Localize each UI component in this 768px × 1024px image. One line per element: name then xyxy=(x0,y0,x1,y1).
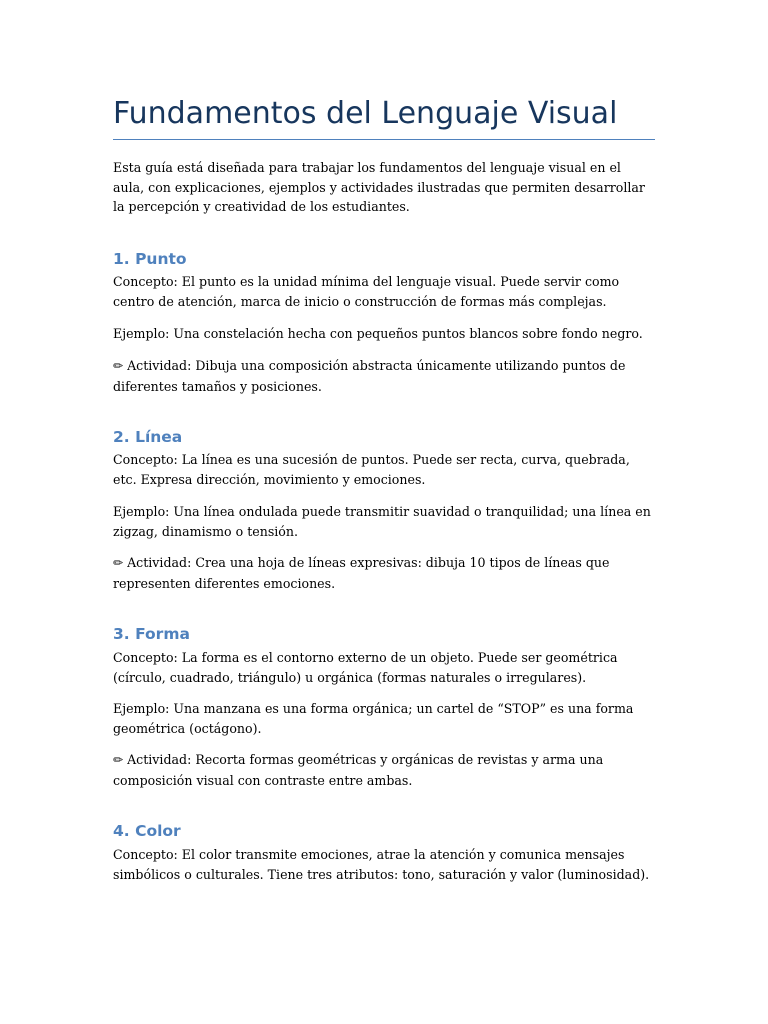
pencil-icon: ✏ xyxy=(113,359,124,373)
section-heading-forma: 3. Forma xyxy=(113,625,190,643)
pencil-icon: ✏ xyxy=(113,556,124,570)
linea-actividad-text: Actividad: Crea una hoja de líneas expresivas: dibuja 10 tipos de líneas que representen diferentes emociones. xyxy=(113,555,610,591)
title-underline xyxy=(113,139,655,140)
forma-ejemplo: Ejemplo: Una manzana es una forma orgánica; un cartel de “STOP” es una forma geométrica (octágono). xyxy=(113,701,634,736)
color-concepto: Concepto: El color transmite emociones, atrae la atención y comunica mensajes simbólicos o culturales. Tiene tres atributos: tono, saturación y valor (luminosidad). xyxy=(113,847,650,882)
intro-paragraph: Esta guía está diseñada para trabajar los fundamentos del lenguaje visual en el aula, con explicaciones, ejemplos y actividades ilustradas que permiten desarrollar la percepción y creatividad de los estudiantes. xyxy=(113,160,645,214)
linea-ejemplo: Ejemplo: Una línea ondulada puede transmitir suavidad o tranquilidad; una línea en zigzag, dinamismo o tensión. xyxy=(113,504,651,539)
linea-concepto: Concepto: La línea es una sucesión de puntos. Puede ser recta, curva, quebrada, etc. Expresa dirección, movimiento y emociones. xyxy=(113,452,630,487)
punto-actividad xyxy=(113,356,655,396)
forma-actividad xyxy=(113,750,655,790)
linea-actividad xyxy=(113,553,655,593)
forma-actividad-text: Actividad: Recorta formas geométricas y orgánicas de revistas y arma una composición visual con contraste entre ambas. xyxy=(113,752,604,788)
punto-actividad-text: Actividad: Dibuja una composición abstracta únicamente utilizando puntos de diferentes tamaños y posiciones. xyxy=(113,358,626,394)
section-heading-linea: 2. Línea xyxy=(113,428,183,446)
forma-concepto: Concepto: La forma es el contorno externo de un objeto. Puede ser geométrica (círculo, cuadrado, triángulo) u orgánica (formas naturales o irregulares). xyxy=(113,650,618,685)
section-heading-punto: 1. Punto xyxy=(113,250,187,268)
pencil-icon: ✏ xyxy=(113,753,124,767)
document-title: Fundamentos del Lenguaje Visual xyxy=(113,96,618,131)
punto-concepto: Concepto: El punto es la unidad mínima del lenguaje visual. Puede servir como centro de atención, marca de inicio o construcción de formas más complejas. xyxy=(113,274,620,309)
section-heading-color: 4. Color xyxy=(113,822,181,840)
punto-ejemplo: Ejemplo: Una constelación hecha con pequeños puntos blancos sobre fondo negro. xyxy=(113,326,643,341)
